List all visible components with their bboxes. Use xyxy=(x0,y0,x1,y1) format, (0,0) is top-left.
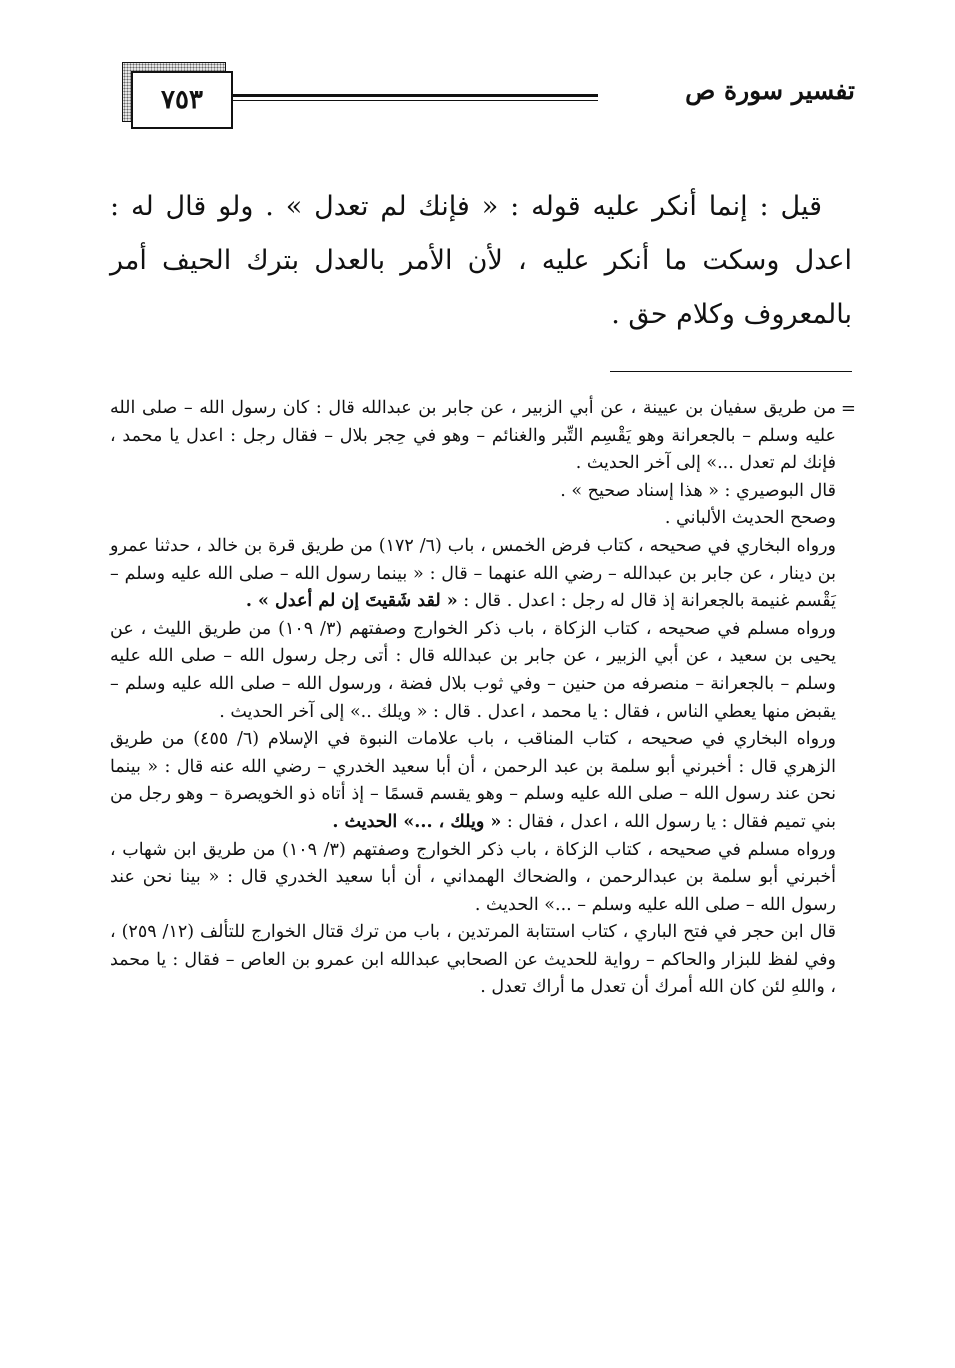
footnote-bold-quote: « ويلك ، ...» الحديث . xyxy=(332,811,502,832)
footnote-paragraph: ورواه مسلم في صحيحه ، كتاب الزكاة ، باب ذكر الخوارج وصفتهم (٣/ ١٠٩) من طريق ابن شهاب ، أخبرني أبو سلمة بن عبدالرحمن ، والضحاك الهمداني ، أن أبا سعيد الخدري قال : « بينا نحن عند رسول الله – صلى الله عليه وسلم – ...» الحديث . xyxy=(110,839,837,915)
footnote-text: ورواه البخاري في صحيحه ، كتاب فرض الخمس ، باب (٦/ ١٧٢) من طريق قرة بن خالد ، حدثنا عمرو بن دينار ، عن جابر بن عبدالله – رضي الله عنهما – قال : « بينما رسول الله – صلى الله عليه وسلم – يَقْسم غنيمة بالجعرانة إذ قال له رجل : اعدل . قال : xyxy=(110,535,836,612)
surah-title: تفسير سورة ص xyxy=(685,76,855,105)
footnote-paragraph: قال البوصيري : « هذا إسناد صحيح » . xyxy=(560,480,836,501)
footnote-paragraph: من طريق سفيان بن عيينة ، عن أبي الزبير ، عن جابر بن عبدالله قال : كان رسول الله – صلى الله عليه وسلم – بالجعرانة وهو يَقْسِم التِّبر والغنائم – وهو في حِجر بلال – فقال رجل : اعدل يا محمد ، فإنك لم تعدل ...» إلى آخر الحديث . xyxy=(110,398,836,474)
continuation-mark: = xyxy=(840,398,856,419)
footnote-paragraph: قال ابن حجر في فتح الباري ، كتاب استتابة المرتدين ، باب من ترك قتال الخوارج للتألف (١٢/ ٢٥٩) ، وفي لفظ للبزار والحاكم – رواية للحديث عن الصحابي عبدالله ابن عمرو بن العاص – فقال : يا محمد ، واللهِ لئن كان الله أمرك أن تعدل ما أراك تعدل . xyxy=(110,922,836,998)
page-number: ٧٥٣ xyxy=(131,71,233,129)
page-number-box xyxy=(122,62,233,128)
footnote-divider xyxy=(610,371,852,372)
footnote-paragraph: ورواه مسلم في صحيحه ، كتاب الزكاة ، باب ذكر الخوارج وصفتهم (٣/ ١٠٩) من طريق الليث ، عن يحيى بن سعيد ، عن أبي الزبير ، عن جابر بن عبدالله قال : أتى رجل رسول الله – صلى الله عليه وسلم – بالجعرانة – منصرفه من حنين – وفي ثوب بلال فضة ، ورسول الله – صلى الله عليه وسلم – يقبض منها يعطي الناس ، فقال : يا محمد ، اعدل . قال : « ويلك ..» إلى آخر الحديث . xyxy=(110,618,836,722)
header-rule-thin xyxy=(232,100,598,101)
footnote-paragraph: وصحح الحديث الألباني . xyxy=(664,508,836,529)
header-rule-thick xyxy=(232,94,598,97)
footnote-text: ورواه البخاري في صحيحه ، كتاب المناقب ، باب علامات النبوة في الإسلام (٦/ ٤٥٥) من طريق الزهري قال : أخبرني أبو سلمة بن عبد الرحمن ، أن أبا سعيد الخدري – رضي الله عنه قال : « بينما نحن عند رسول الله – صلى الله عليه وسلم – وهو يقسم قسمًا – إذ أتاه ذو الخويصرة – وهو رجل من بني تميم فقال : يا رسول الله ، اعدل ، فقال : xyxy=(110,729,836,832)
header-rule xyxy=(232,94,598,104)
footnote-bold-quote: « لقد شَقيتَ إن لم أعدل » . xyxy=(245,591,458,612)
footnotes xyxy=(110,395,856,1002)
footnote-paragraph xyxy=(110,533,836,616)
main-paragraph: قيل : إنما أنكر عليه قوله : « فإنك لم تعدل » . ولو قال له : اعدل وسكت ما أنكر عليه ، لأن الأمر بالعدل بترك الحيف أمر بالمعروف وكلام حق . xyxy=(110,191,852,330)
footnote-paragraph xyxy=(110,726,836,836)
main-text xyxy=(110,180,852,342)
